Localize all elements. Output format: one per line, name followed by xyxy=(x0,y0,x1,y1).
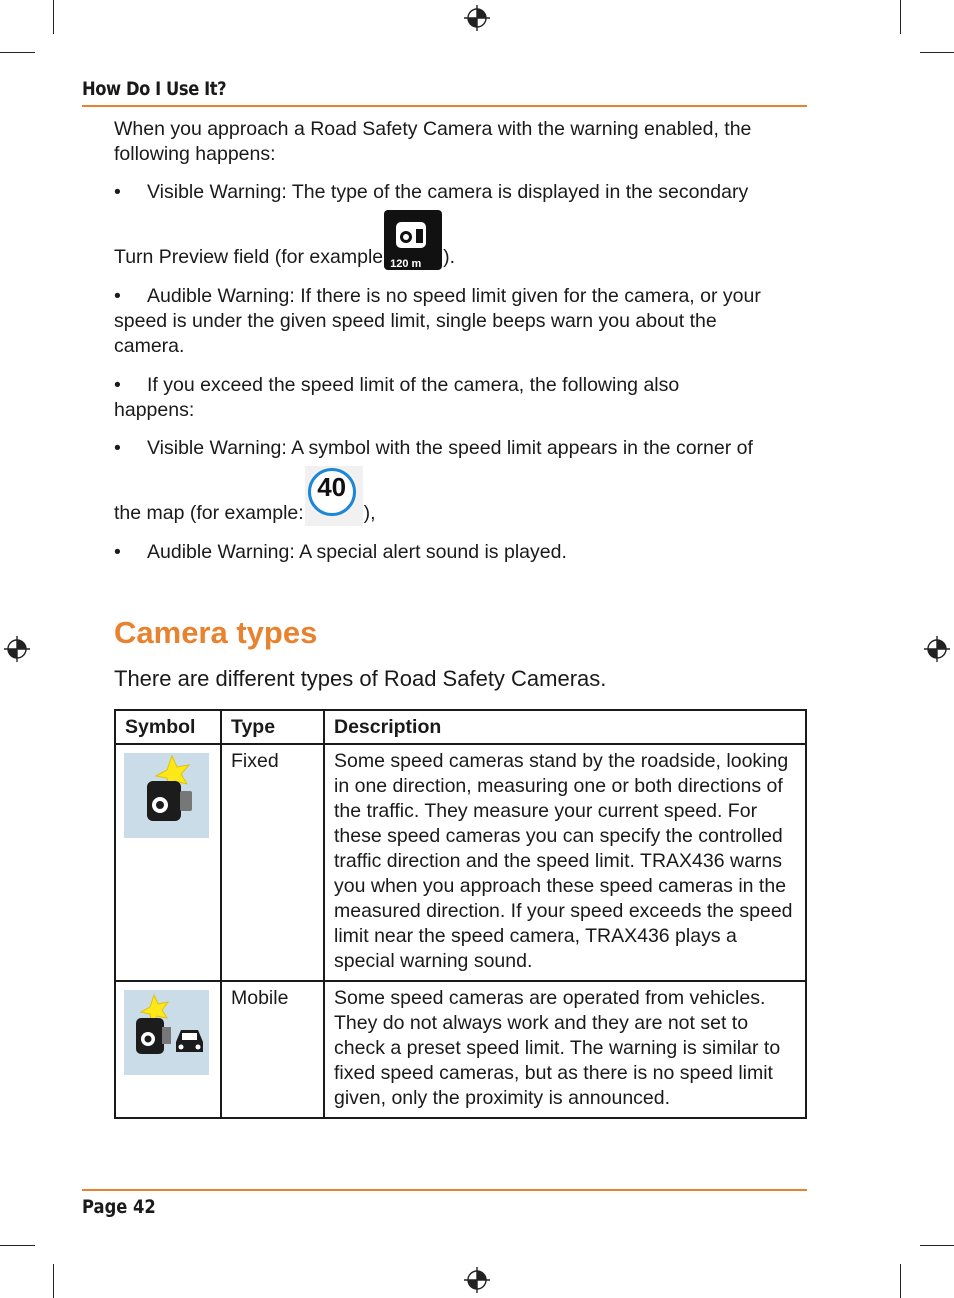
table-row xyxy=(115,744,806,981)
visible-warning-2-before: the map (for example: xyxy=(114,502,304,524)
registration-mark-icon xyxy=(924,636,950,662)
mobile-camera-icon xyxy=(124,990,209,1075)
warning-intro: When you approach a Road Safety Camera with the warning enabled, the following happens: xyxy=(114,118,752,165)
description-cell: Some speed cameras are operated from vehicles. They do not always work and they are not set to check a preset speed limit. The warning is similar to fixed speed cameras, but as there is no speed limit given, only the proximity is announced. xyxy=(324,981,806,1118)
description-cell: Some speed cameras stand by the roadside, looking in one direction, measuring one or both directions of the traffic. They measure your current speed. For these speed cameras you can specify the controlled traffic direction and the speed limit. TRAX436 warns you when you approach these speed cameras in the measured direction. If your speed exceeds the speed limit near the speed camera, TRAX436 plays a special warning sound. xyxy=(324,744,806,981)
speed-limit-value: 40 xyxy=(317,472,347,502)
footer-rule xyxy=(82,1189,807,1191)
crop-mark xyxy=(53,0,54,34)
visible-warning-text: Visible Warning: The type of the camera is displayed in the secondary xyxy=(147,181,749,203)
preview-distance-label: 120 m xyxy=(390,258,422,270)
symbol-cell xyxy=(115,744,221,981)
page-header-title: How Do I Use It? xyxy=(82,78,227,100)
section-intro: There are different types of Road Safety Cameras. xyxy=(114,666,607,691)
page-number: Page 42 xyxy=(82,1196,156,1218)
exceed-continuation: happens: xyxy=(114,399,195,421)
header-rule xyxy=(82,105,807,107)
camera-types-table xyxy=(114,709,807,1119)
registration-mark-icon xyxy=(464,1267,490,1293)
bullet: • xyxy=(114,437,121,459)
bullet: • xyxy=(114,541,121,563)
crop-mark xyxy=(53,1264,54,1298)
list-item xyxy=(114,540,814,565)
visible-warning-text-after: ). xyxy=(443,246,456,268)
crop-mark xyxy=(0,1245,35,1246)
visible-warning-2-continuation xyxy=(114,471,814,526)
fixed-camera-icon xyxy=(124,753,209,838)
exceed-text: If you exceed the speed limit of the camera, the following also xyxy=(147,374,680,396)
bullet: • xyxy=(114,374,121,396)
type-cell: Mobile xyxy=(221,981,324,1118)
bullet: • xyxy=(114,285,121,307)
warning-section xyxy=(114,117,814,565)
column-header-symbol: Symbol xyxy=(115,710,221,744)
visible-warning-continuation xyxy=(114,215,814,270)
crop-mark xyxy=(920,52,954,53)
registration-mark-icon xyxy=(464,5,490,31)
audible-warning-continuation: speed is under the given speed limit, single beeps warn you about the camera. xyxy=(114,310,717,357)
audible-warning-text: Audible Warning: If there is no speed limit given for the camera, or your xyxy=(147,285,761,307)
table-row xyxy=(115,981,806,1118)
column-header-type: Type xyxy=(221,710,324,744)
crop-mark xyxy=(900,0,901,34)
list-item xyxy=(114,436,814,461)
visible-warning-2-after: ), xyxy=(363,502,376,524)
column-header-description: Description xyxy=(324,710,806,744)
crop-mark xyxy=(900,1264,901,1298)
audible-warning-2-text: Audible Warning: A special alert sound is played. xyxy=(147,541,567,563)
list-item xyxy=(114,373,814,398)
type-cell: Fixed xyxy=(221,744,324,981)
section-heading: Camera types xyxy=(114,615,318,650)
crop-mark xyxy=(920,1245,954,1246)
table-header-row xyxy=(115,710,806,744)
bullet: • xyxy=(114,181,121,203)
registration-mark-icon xyxy=(4,636,30,662)
visible-warning-2-text: Visible Warning: A symbol with the speed limit appears in the corner of xyxy=(147,437,753,459)
list-item xyxy=(114,180,814,205)
visible-warning-text-before: Turn Preview field (for example xyxy=(114,246,384,268)
list-item xyxy=(114,284,814,309)
symbol-cell xyxy=(115,981,221,1118)
speed-limit-icon xyxy=(305,466,363,526)
camera-preview-icon xyxy=(384,210,442,270)
crop-mark xyxy=(0,52,35,53)
